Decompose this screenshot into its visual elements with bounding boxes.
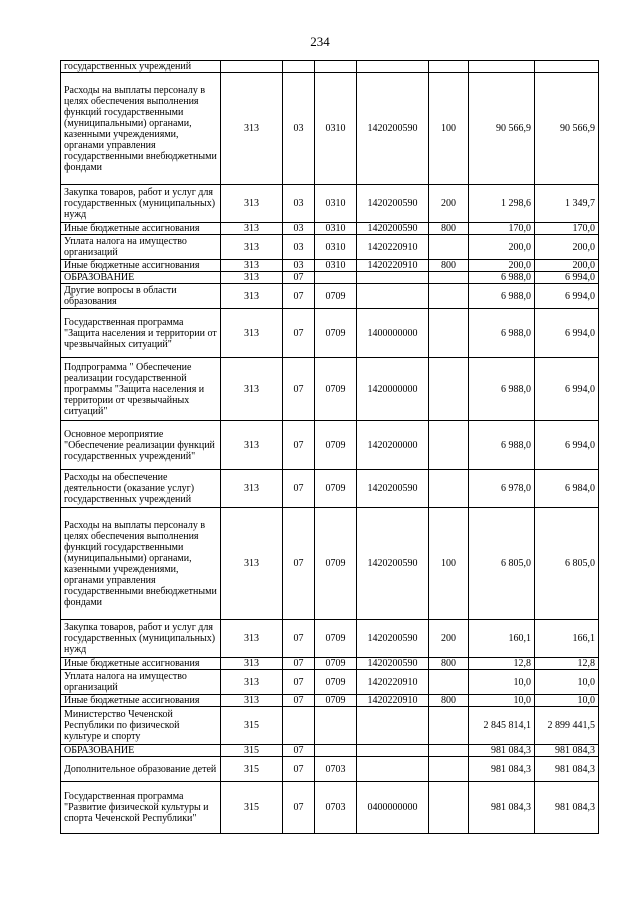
row-amount-1: 6 988,0 (469, 272, 535, 284)
row-amount-1: 6 988,0 (469, 358, 535, 421)
table-row (61, 421, 599, 470)
row-amount-2: 6 984,0 (535, 470, 599, 508)
row-name: Уплата налога на имущество организаций (61, 670, 221, 695)
row-department-code: 313 (221, 223, 283, 235)
row-target-article: 1420200590 (357, 508, 429, 620)
row-department-code: 313 (221, 695, 283, 707)
row-department-code: 315 (221, 745, 283, 757)
row-subsection-code: 0709 (315, 284, 357, 309)
row-section-code: 03 (283, 73, 315, 185)
row-amount-2: 6 994,0 (535, 358, 599, 421)
table-row (61, 185, 599, 223)
row-amount-2 (535, 61, 599, 73)
table-row (61, 235, 599, 260)
row-amount-1: 12,8 (469, 658, 535, 670)
row-department-code: 313 (221, 73, 283, 185)
row-amount-2: 981 084,3 (535, 757, 599, 782)
table-row (61, 309, 599, 358)
row-section-code (283, 707, 315, 745)
row-amount-2: 90 566,9 (535, 73, 599, 185)
row-subsection-code: 0709 (315, 470, 357, 508)
row-section-code: 07 (283, 670, 315, 695)
table-row (61, 260, 599, 272)
row-section-code: 07 (283, 757, 315, 782)
row-amount-1: 170,0 (469, 223, 535, 235)
row-name: Подпрограмма " Обеспечение реализации государственной программы "Защита населения и территории от чрезвычайных ситуаций" (61, 358, 221, 421)
table-row (61, 508, 599, 620)
row-expense-type (429, 358, 469, 421)
row-amount-2: 12,8 (535, 658, 599, 670)
row-department-code: 313 (221, 508, 283, 620)
row-name: Основное мероприятие "Обеспечение реализации функций государственных учреждений" (61, 421, 221, 470)
row-name: Иные бюджетные ассигнования (61, 223, 221, 235)
row-target-article: 1420200590 (357, 620, 429, 658)
table-row (61, 284, 599, 309)
row-target-article (357, 272, 429, 284)
row-name: Иные бюджетные ассигнования (61, 658, 221, 670)
row-subsection-code: 0709 (315, 309, 357, 358)
row-subsection-code (315, 272, 357, 284)
row-name: Уплата налога на имущество организаций (61, 235, 221, 260)
table-row (61, 707, 599, 745)
row-amount-2: 981 084,3 (535, 745, 599, 757)
row-section-code: 07 (283, 658, 315, 670)
row-target-article (357, 61, 429, 73)
table-row (61, 745, 599, 757)
row-amount-1: 981 084,3 (469, 782, 535, 834)
row-expense-type (429, 470, 469, 508)
row-name: Иные бюджетные ассигнования (61, 260, 221, 272)
row-amount-1: 200,0 (469, 235, 535, 260)
row-amount-1: 10,0 (469, 670, 535, 695)
row-subsection-code: 0310 (315, 260, 357, 272)
row-target-article: 1420200590 (357, 223, 429, 235)
row-amount-1: 6 988,0 (469, 284, 535, 309)
row-subsection-code: 0709 (315, 670, 357, 695)
page-number: 234 (310, 34, 330, 49)
row-name: Другие вопросы в области образования (61, 284, 221, 309)
row-name: Расходы на выплаты персоналу в целях обеспечения выполнения функций государственными (муниципальными) органами, казенными учреждениями, органами управления государственными внебюджетными фондами (61, 508, 221, 620)
row-section-code: 07 (283, 745, 315, 757)
table-row (61, 658, 599, 670)
row-name: ОБРАЗОВАНИЕ (61, 745, 221, 757)
row-section-code (283, 61, 315, 73)
row-name: Расходы на обеспечение деятельности (оказание услуг) государственных учреждений (61, 470, 221, 508)
row-department-code: 315 (221, 757, 283, 782)
row-amount-1: 981 084,3 (469, 745, 535, 757)
row-target-article: 1420000000 (357, 358, 429, 421)
row-subsection-code: 0310 (315, 185, 357, 223)
row-subsection-code: 0703 (315, 782, 357, 834)
row-subsection-code (315, 61, 357, 73)
row-amount-1: 6 978,0 (469, 470, 535, 508)
row-expense-type: 100 (429, 73, 469, 185)
row-department-code: 313 (221, 309, 283, 358)
row-department-code: 313 (221, 284, 283, 309)
row-subsection-code (315, 745, 357, 757)
row-expense-type (429, 707, 469, 745)
row-amount-2: 6 994,0 (535, 309, 599, 358)
row-section-code: 07 (283, 272, 315, 284)
row-expense-type: 800 (429, 223, 469, 235)
row-name: Министерство Чеченской Республики по физической культуре и спорту (61, 707, 221, 745)
row-expense-type (429, 272, 469, 284)
row-target-article (357, 284, 429, 309)
row-target-article: 1420200000 (357, 421, 429, 470)
table-row (61, 470, 599, 508)
row-section-code: 07 (283, 421, 315, 470)
row-expense-type: 800 (429, 260, 469, 272)
row-department-code (221, 61, 283, 73)
row-section-code: 03 (283, 260, 315, 272)
row-amount-1: 10,0 (469, 695, 535, 707)
row-amount-2: 6 805,0 (535, 508, 599, 620)
row-subsection-code: 0709 (315, 358, 357, 421)
row-section-code: 07 (283, 695, 315, 707)
row-subsection-code: 0709 (315, 421, 357, 470)
row-department-code: 313 (221, 358, 283, 421)
row-amount-2: 200,0 (535, 260, 599, 272)
row-name: Иные бюджетные ассигнования (61, 695, 221, 707)
table-row (61, 358, 599, 421)
table-row (61, 61, 599, 73)
row-expense-type (429, 309, 469, 358)
row-subsection-code: 0709 (315, 658, 357, 670)
row-subsection-code: 0310 (315, 235, 357, 260)
row-target-article (357, 745, 429, 757)
row-department-code: 315 (221, 707, 283, 745)
row-amount-1: 6 988,0 (469, 309, 535, 358)
row-department-code: 313 (221, 421, 283, 470)
row-expense-type (429, 670, 469, 695)
row-subsection-code: 0310 (315, 223, 357, 235)
row-amount-2: 10,0 (535, 670, 599, 695)
row-amount-1 (469, 61, 535, 73)
row-name: Расходы на выплаты персоналу в целях обеспечения выполнения функций государственными (муниципальными) органами, казенными учреждениями, органами управления государственными внебюджетными фондами (61, 73, 221, 185)
row-amount-2: 2 899 441,5 (535, 707, 599, 745)
row-target-article: 1420200590 (357, 73, 429, 185)
row-expense-type: 200 (429, 620, 469, 658)
row-section-code: 03 (283, 223, 315, 235)
row-expense-type: 800 (429, 658, 469, 670)
row-subsection-code: 0703 (315, 757, 357, 782)
row-section-code: 07 (283, 508, 315, 620)
row-amount-1: 981 084,3 (469, 757, 535, 782)
row-amount-1: 6 988,0 (469, 421, 535, 470)
row-expense-type (429, 757, 469, 782)
table-row (61, 670, 599, 695)
row-amount-1: 160,1 (469, 620, 535, 658)
row-amount-1: 2 845 814,1 (469, 707, 535, 745)
row-target-article (357, 757, 429, 782)
row-expense-type (429, 421, 469, 470)
row-target-article: 1420220910 (357, 260, 429, 272)
row-target-article: 1420200590 (357, 185, 429, 223)
row-department-code: 313 (221, 260, 283, 272)
row-expense-type (429, 745, 469, 757)
row-subsection-code: 0709 (315, 508, 357, 620)
row-subsection-code: 0709 (315, 620, 357, 658)
row-amount-2: 6 994,0 (535, 272, 599, 284)
row-subsection-code: 0310 (315, 73, 357, 185)
row-expense-type (429, 61, 469, 73)
row-amount-2: 170,0 (535, 223, 599, 235)
row-amount-2: 1 349,7 (535, 185, 599, 223)
row-target-article: 1400000000 (357, 309, 429, 358)
row-target-article: 1420220910 (357, 235, 429, 260)
row-expense-type: 100 (429, 508, 469, 620)
row-amount-2: 10,0 (535, 695, 599, 707)
row-expense-type (429, 235, 469, 260)
row-department-code: 313 (221, 658, 283, 670)
table-row (61, 695, 599, 707)
row-target-article: 0400000000 (357, 782, 429, 834)
row-target-article: 1420200590 (357, 658, 429, 670)
row-name: Закупка товаров, работ и услуг для государственных (муниципальных) нужд (61, 620, 221, 658)
row-subsection-code (315, 707, 357, 745)
row-department-code: 313 (221, 185, 283, 223)
row-department-code: 313 (221, 670, 283, 695)
row-amount-1: 90 566,9 (469, 73, 535, 185)
table-row (61, 272, 599, 284)
row-name: Государственная программа "Развитие физической культуры и спорта Чеченской Республики" (61, 782, 221, 834)
row-target-article: 1420220910 (357, 695, 429, 707)
row-expense-type: 800 (429, 695, 469, 707)
row-name: Государственная программа "Защита населения и территории от чрезвычайных ситуаций" (61, 309, 221, 358)
row-expense-type (429, 782, 469, 834)
row-section-code: 03 (283, 185, 315, 223)
row-name: ОБРАЗОВАНИЕ (61, 272, 221, 284)
row-section-code: 07 (283, 620, 315, 658)
row-section-code: 07 (283, 284, 315, 309)
table-row (61, 223, 599, 235)
table-row (61, 782, 599, 834)
row-target-article: 1420200590 (357, 470, 429, 508)
row-target-article: 1420220910 (357, 670, 429, 695)
row-amount-1: 200,0 (469, 260, 535, 272)
row-name: Закупка товаров, работ и услуг для государственных (муниципальных) нужд (61, 185, 221, 223)
row-amount-2: 6 994,0 (535, 284, 599, 309)
row-department-code: 313 (221, 272, 283, 284)
row-amount-2: 166,1 (535, 620, 599, 658)
row-expense-type (429, 284, 469, 309)
row-amount-1: 1 298,6 (469, 185, 535, 223)
row-amount-2: 981 084,3 (535, 782, 599, 834)
row-section-code: 07 (283, 782, 315, 834)
row-department-code: 313 (221, 235, 283, 260)
row-section-code: 07 (283, 470, 315, 508)
row-department-code: 313 (221, 470, 283, 508)
row-section-code: 07 (283, 309, 315, 358)
row-target-article (357, 707, 429, 745)
row-department-code: 315 (221, 782, 283, 834)
row-expense-type: 200 (429, 185, 469, 223)
row-subsection-code: 0709 (315, 695, 357, 707)
row-section-code: 03 (283, 235, 315, 260)
table-row (61, 73, 599, 185)
row-name: государственных учреждений (61, 61, 221, 73)
row-amount-2: 200,0 (535, 235, 599, 260)
row-amount-2: 6 994,0 (535, 421, 599, 470)
row-amount-1: 6 805,0 (469, 508, 535, 620)
row-section-code: 07 (283, 358, 315, 421)
row-name: Дополнительное образование детей (61, 757, 221, 782)
table-row (61, 620, 599, 658)
row-department-code: 313 (221, 620, 283, 658)
budget-table (60, 60, 599, 834)
table-row (61, 757, 599, 782)
